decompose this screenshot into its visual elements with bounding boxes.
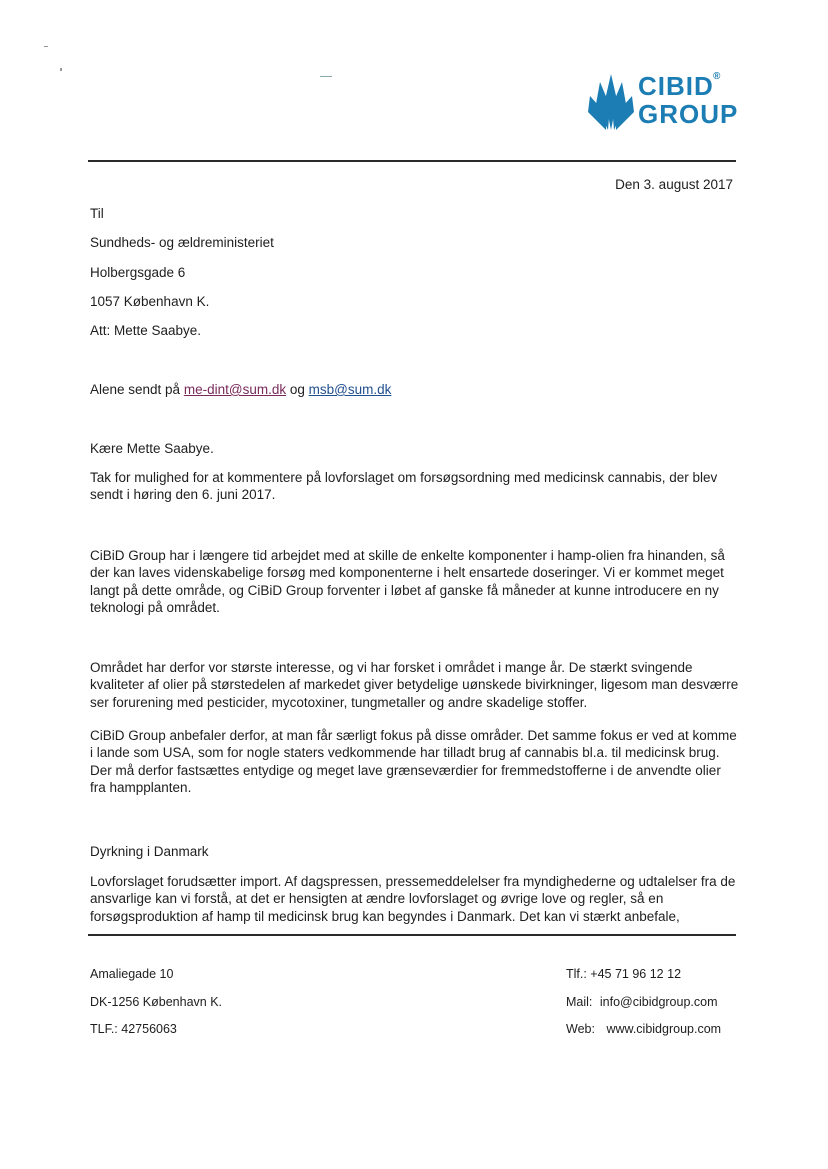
recipient-city: 1057 København K. [90,294,210,309]
paragraph-2: CiBiD Group har i længere tid arbejdet med at skille de enkelte komponenter i hamp-olien fra hinanden, så der kan laves videnskabelige forsøg med komponenterne i helt ensartede doseringer. Vi er kommet meget langt på dette område, og CiBiD Group forventer i løbet af ganske få måneder at kunne introducere en ny teknologi på området. [90,548,725,615]
recipient-org: Sundheds- og ældreministeriet [90,235,274,250]
sent-prefix: Alene sendt på [90,382,181,397]
sent-join: og [289,382,305,397]
footer-phone-right: Tlf.: +45 71 96 12 12 [566,967,682,981]
recipient-street: Holbergsgade 6 [90,265,186,280]
footer-address-city: DK-1256 København K. [90,995,223,1009]
footer-mail-value[interactable]: info@cibidgroup.com [599,995,718,1009]
email-link-1[interactable]: me-dint@sum.dk [183,382,287,397]
letter-date: Den 3. august 2017 [615,177,733,192]
salutation: Kære Mette Saabye. [90,441,214,456]
logo-line-1: CIBID [638,71,714,101]
recipient-to: Til [90,206,104,221]
scan-speck [44,46,48,47]
scan-speck [320,76,332,77]
logo-registered-mark: ® [713,71,721,82]
footer-web-value[interactable]: www.cibidgroup.com [606,1022,722,1036]
header-rule [88,160,736,162]
paragraph-5: Lovforslaget forudsætter import. Af dagspressen, pressemeddelelser fra myndighederne og udtalelser fra de ansvarlige kan vi forstå, at det er hensigten at ændre lovforslaget og øvrige love og regler, så en forsøgsproduktion af hamp til medicinsk brug kan begyndes i Danmark. Det kan vi stærkt anbefale, [90,874,736,924]
paragraph-1: Tak for mulighed for at kommentere på lovforslaget om forsøgsordning med medicinsk cannabis, der blev sendt i høring den 6. juni 2017. [90,470,718,503]
email-link-2[interactable]: msb@sum.dk [308,382,392,397]
leaf-icon [586,72,636,132]
footer-web-label: Web: [566,1022,595,1036]
recipient-att: Att: Mette Saabye. [90,323,202,338]
footer-mail [566,994,718,1011]
footer-mail-label: Mail: [566,995,593,1009]
paragraph-4: CiBiD Group anbefaler derfor, at man får særligt fokus på disse områder. Det samme fokus er ved at komme i lande som USA, som for nogle staters vedkommende har tilladt brug af cannabis bl.a. til medicinsk brug. Der må derfor fastsættes entydige og meget lave grænseværdier for fremmedstofferne i de anvendte olier fra hampplanten. [90,728,737,795]
footer-rule [88,934,736,936]
section-heading: Dyrkning i Danmark [90,844,209,859]
logo-line-2: GROUP [638,99,739,129]
scan-speck [60,68,62,71]
footer-phone-left: TLF.: 42756063 [90,1022,177,1036]
sent-line [90,381,391,398]
paragraph-3: Området har derfor vor største interesse, og vi har forsket i området i mange år. De stærkt svingende kvaliteter af olier på størstedelen af markedet giver betydelige uønskede bivirkninger, ligesom man desværre ser forurening med pesticider, mycotoxiner, tungmetaller og andre skadelige stoffer. [90,660,739,710]
footer-address-street: Amaliegade 10 [90,967,174,981]
footer-web [566,1021,721,1038]
